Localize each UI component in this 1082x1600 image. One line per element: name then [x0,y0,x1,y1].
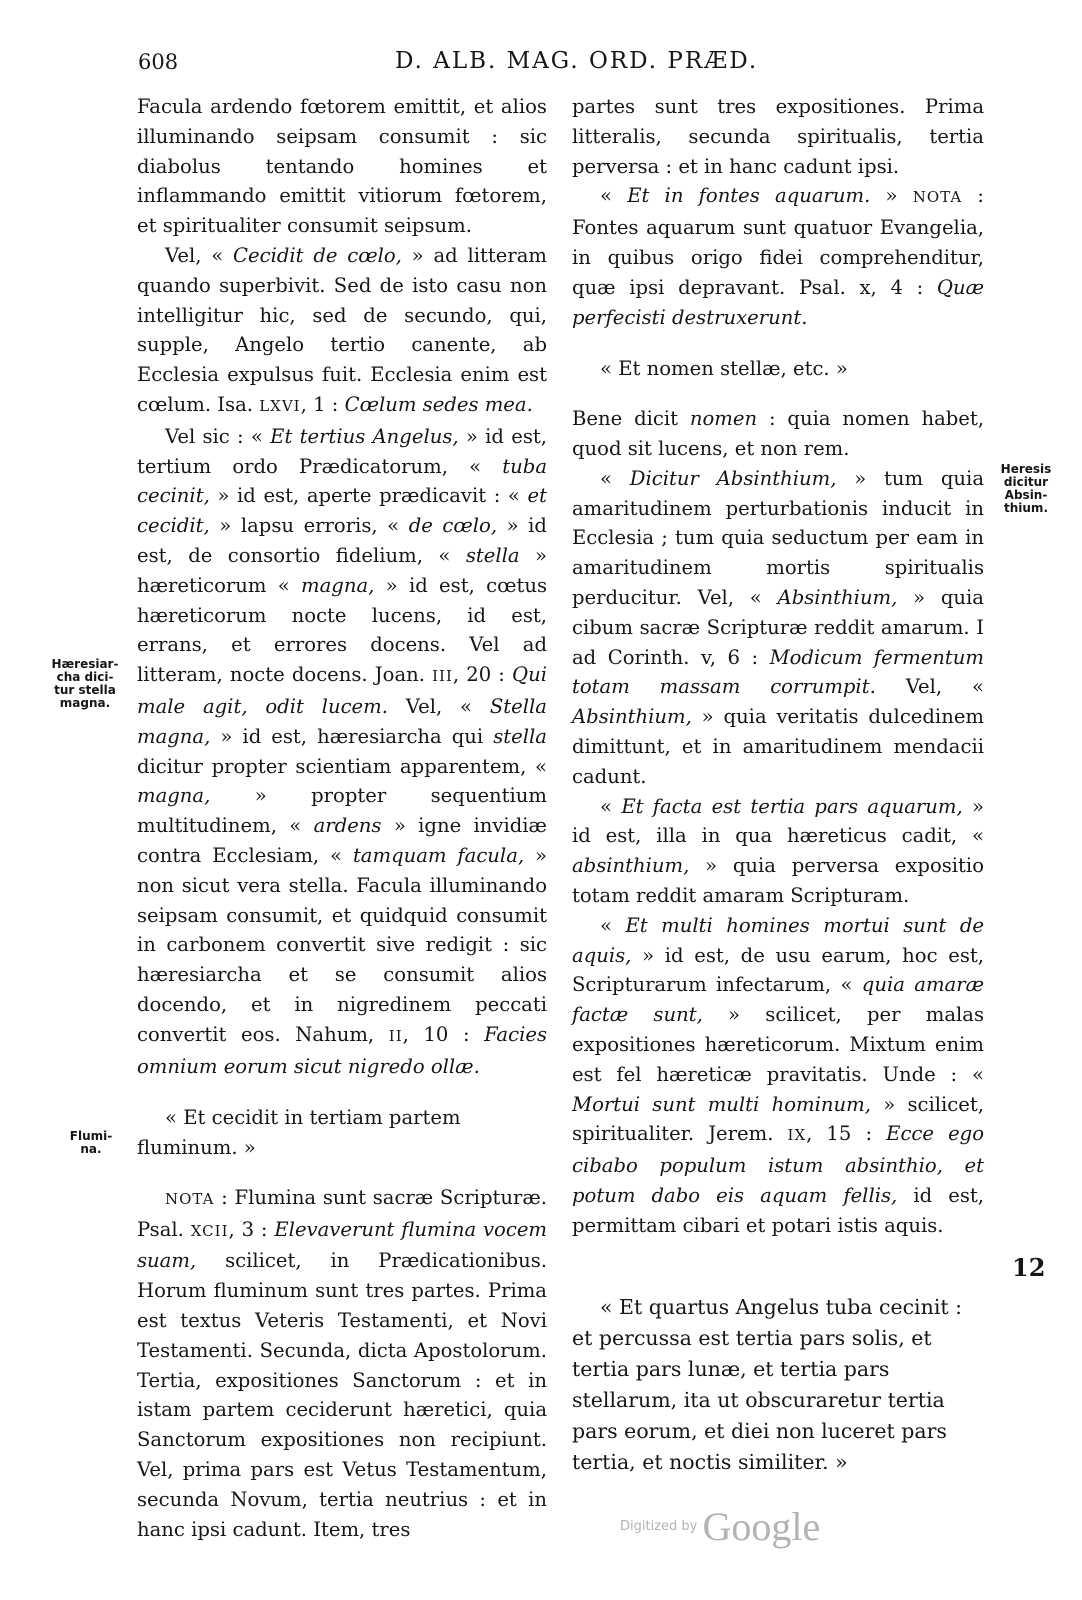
paragraph: Vel, « Cecidit de cœlo, » ad litteram quando superbivit. Sed de isto casu non intelligitur hic, sed de secundo, qui, supple, Angelo tertio canente, ab Ecclesia expulsus fuit. Ecclesia enim est cœlum. Isa. LXVI, 1 : Cœlum sedes mea. [137,243,547,416]
paragraph: Bene dicit nomen : quia nomen habet, quod sit lucens, et non rem. [572,407,984,460]
google-logo: Google [702,1504,821,1549]
right-column [572,92,984,1498]
paragraph: « Et multi homines mortui sunt de aquis, » id est, de usu earum, hoc est, Scripturarum infectarum, « quia amaræ factæ sunt, » scilicet, per malas expositiones hæreticorum. Mixtum enim est fel hæreticæ pravitatis. Unde : « Mortui sunt multi hominum, » scilicet, spiritualiter. Jerem. IX, 15 : Ecce ego cibabo populum istum absinthio, et potum dabo eis aquam fellis, id est, permittam cibari et potari istis aquis. [572,913,985,1237]
rubric: « Et cecidit in tertiam partem fluminum. » [137,1106,461,1160]
margin-note-text: Flumi- na. [69,1129,113,1156]
paragraph: « Et facta est tertia pars aquarum, » id est, illa in qua hæreticus cadit, « absinthium, » quia perversa expositio totam reddit amaram Scripturam. [572,794,984,907]
paragraph: « Dicitur Absinthium, » tum quia amaritudinem perturbationis inducit in Ecclesia ; tum quia seductum per eam in amaritudinem mortis spiritualis perducitur. Vel, « Absinthium, » quia cibum sacræ Scripturæ reddit amarum. I ad Corinth. v, 6 : Modicum fermentum totam massam corrumpit. Vel, « Absinthium, » quia veritatis dulcedinem dimittunt, et in amaritudinem mendacii cadunt. [572,466,985,788]
section-mark: 12 [1012,1253,1046,1282]
paragraph: Facula ardendo fœtorem emittit, et alios illuminando seipsam consumit : sic diabolus tentando homines et inflammando emittit vitiorum fœtorem, et spiritualiter consumit seipsum. [137,95,547,238]
digitized-by-google [620,1503,820,1550]
margin-note-heresis [990,463,1062,515]
left-column [137,92,547,1544]
rubric: « Et nomen stellæ, etc. » [600,357,848,381]
running-title: D. ALB. MAG. ORD. PRÆD. [395,48,759,74]
paragraph: « Et in fontes aquarum. » NOTA : Fontes aquarum sunt quatuor Evangelia, in quibus origo fidei comprehenditur, quæ ipsi depravant. Psal. x, 4 : Quæ perfecisti destruxerunt. [572,184,984,329]
page-number: 608 [138,50,179,74]
margin-note-text: Hæresiar- cha dici- tur stella magna. [51,657,119,710]
margin-note-text: Heresis dicitur Absin- thium. [1000,462,1052,515]
page-header [0,44,1082,84]
rubric: « Et quartus Angelus tuba cecinit : et percussa est tertia pars solis, et tertia pars lunæ, et tertia pars stellarum, ita ut obscuraretur tertia pars eorum, et diei non luceret pars tertia, et noctis similiter. » [572,1295,963,1475]
paragraph: partes sunt tres expositiones. Prima litteralis, secunda spiritualis, tertia perversa : et in hanc cadunt ipsi. [572,95,984,178]
paragraph: NOTA : Flumina sunt sacræ Scripturæ. Psal. XCII, 3 : Elevaverunt flumina vocem suam, scilicet, in Prædicationibus. Horum fluminum sunt tres partes. Prima est textus Veteris Testamenti, et Novi Testamenti. Secunda, dicta Apostolorum. Tertia, expositiones Sanctorum : et in istam partem ceciderunt hæretici, quia Sanctorum expositiones non recipiunt. Vel, prima pars est Vetus Testamentum, secunda Novum, tertia neutrius : et in hanc ipsi cadunt. Item, tres [137,1185,547,1541]
margin-note-flumina [60,1130,122,1156]
digitized-label: Digitized by [620,1519,698,1534]
margin-note-haeresiarcha [44,658,126,710]
paragraph: Vel sic : « Et tertius Angelus, » id est, tertium ordo Prædicatorum, « tuba cecinit, » id est, aperte prædicavit : « et cecidit, » lapsu erroris, « de cœlo, » id est, de consortio fidelium, « stella » hæreticorum « magna, » id est, cœtus hæreticorum nocte lucens, id est, errans, et errores docens. Vel ad litteram, nocte docens. Joan. III, 20 : Qui male agit, odit lucem. Vel, « Stella magna, » id est, hæresiarcha qui stella dicitur propter scientiam apparentem, « magna, » propter sequentium multitudinem, « ardens » igne invidiæ contra Ecclesiam, « tamquam facula, » non sicut vera stella. Facula illuminando seipsam consumit, et quidquid consumit in carbonem convertit sive redigit : sic hæresiarcha et se consumit alios docendo, et in nigredinem peccati convertit eos. Nahum, II, 10 : Facies omnium eorum sicut nigredo ollæ. [137,424,548,1078]
